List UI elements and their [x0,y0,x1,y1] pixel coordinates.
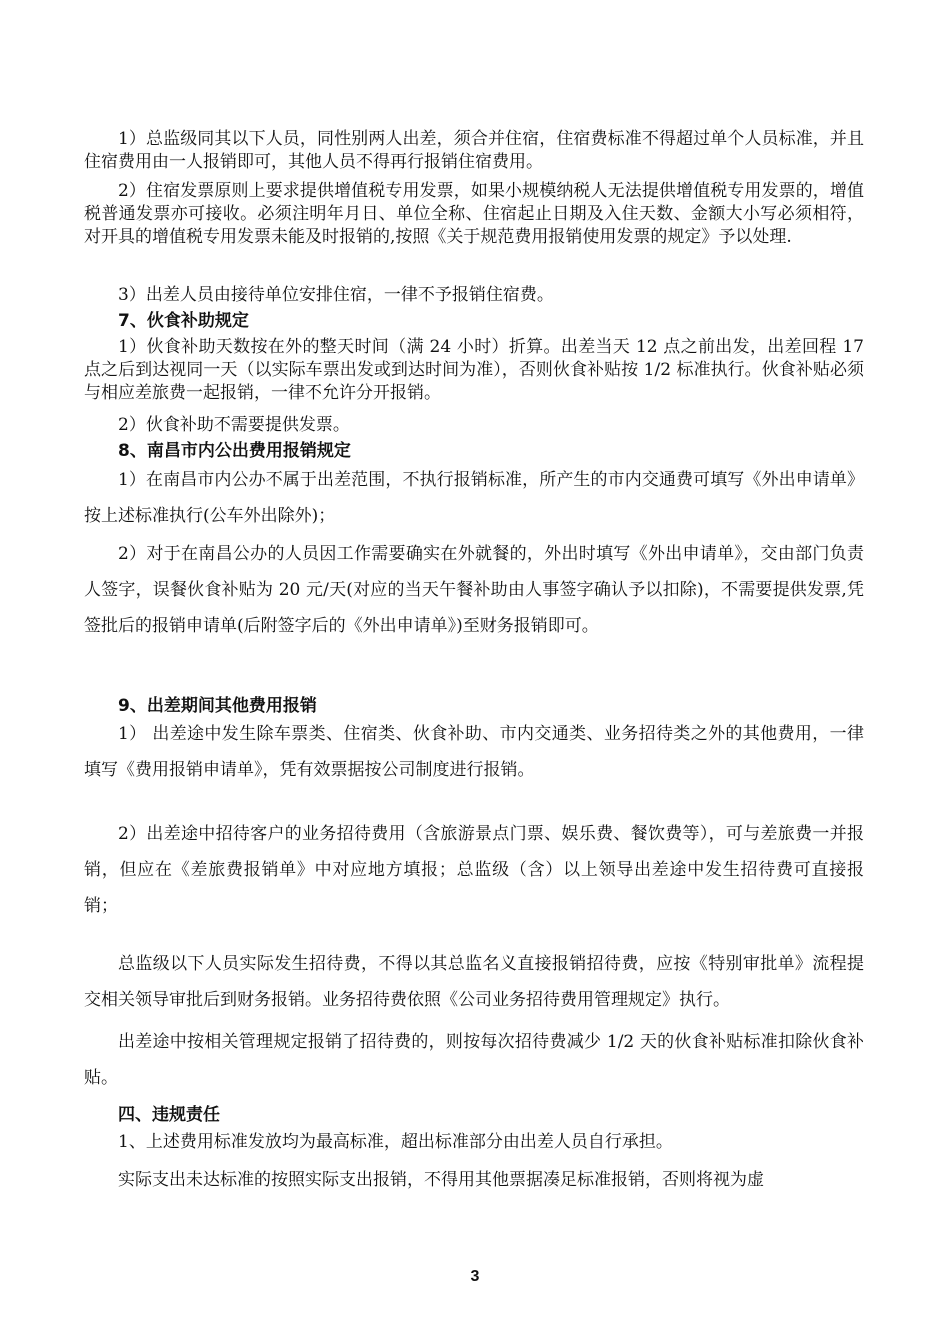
paragraph: 1、上述费用标准发放均为最高标准，超出标准部分由出差人员自行承担。 [118,1132,673,1152]
paragraph: 2）对于在南昌公办的人员因工作需要确实在外就餐的，外出时填写《外出申请单》，交由部门负责人签字，误餐伙食补贴为 20 元/天(对应的当天午餐补助由人事签字确认予以扣除)，不需要提供发票,凭签批后的报销申请单(后附签字后的《外出申请单》)至财务报销即可。 [84,544,864,636]
paragraph: 2）住宿发票原则上要求提供增值税专用发票，如果小规模纳税人无法提供增值税专用发票的，增值税普通发票亦可接收。必须注明年月日、单位全称、住宿起止日期及入住天数、金额大小写必须相符，对开具的增值税专用发票未能及时报销的,按照《关于规范费用报销使用发票的规定》予以处理. [84,181,864,247]
section-heading: 9、出差期间其他费用报销 [118,696,317,716]
section-heading: 8、南昌市内公出费用报销规定 [118,441,351,461]
paragraph: 实际支出未达标准的按照实际支出报销，不得用其他票据凑足标准报销，否则将视为虚 [118,1170,764,1190]
paragraph: 1）在南昌市内公办不属于出差范围，不执行报销标准，所产生的市内交通费可填写《外出申请单》 按上述标准执行(公车外出除外)； [84,470,864,526]
paragraph: 1）总监级同其以下人员，同性别两人出差，须合并住宿，住宿费标准不得超过单个人员标准，并且住宿费用由一人报销即可，其他人员不得再行报销住宿费用。 [84,129,864,172]
paragraph: 1） 出差途中发生除车票类、住宿类、伙食补助、市内交通类、业务招待类之外的其他费用，一律填写《费用报销申请单》，凭有效票据按公司制度进行报销。 [84,724,864,780]
section-heading: 四、违规责任 [118,1105,220,1125]
paragraph: 2）出差途中招待客户的业务招待费用（含旅游景点门票、娱乐费、餐饮费等），可与差旅费一并报销，但应在《差旅费报销单》中对应地方填报；总监级（含）以上领导出差途中发生招待费可直接报销； [84,824,864,916]
paragraph: 总监级以下人员实际发生招待费，不得以其总监名义直接报销招待费，应按《特别审批单》流程提交相关领导审批后到财务报销。业务招待费依照《公司业务招待费用管理规定》执行。 [84,954,864,1010]
paragraph: 3）出差人员由接待单位安排住宿，一律不予报销住宿费。 [118,285,554,305]
paragraph: 出差途中按相关管理规定报销了招待费的，则按每次招待费减少 1/2 天的伙食补贴标准扣除伙食补贴。 [84,1032,864,1088]
page-number: 3 [470,1268,480,1285]
paragraph: 2）伙食补助不需要提供发票。 [118,415,350,435]
section-heading: 7、伙食补助规定 [118,311,249,331]
paragraph: 1）伙食补助天数按在外的整天时间（满 24 小时）折算。出差当天 12 点之前出发，出差回程 17 点之后到达视同一天（以实际车票出发或到达时间为准），否则伙食补贴按 1/2 标准执行。伙食补贴必须与相应差旅费一起报销，一律不允许分开报销。 [84,337,864,403]
